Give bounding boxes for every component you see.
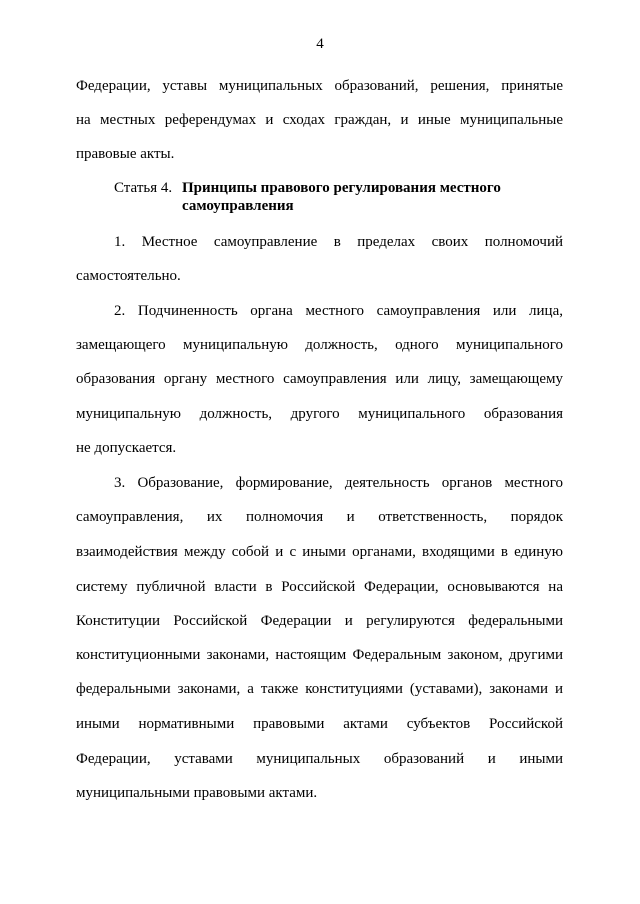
article-title bbox=[182, 179, 542, 215]
text-line: самостоятельно. bbox=[76, 268, 181, 284]
text-line: иными нормативными правовыми актами субъектов Российской bbox=[76, 716, 563, 732]
text-line: правовые акты. bbox=[76, 146, 175, 162]
text-line: Федерации, уставами муниципальных образований и иными bbox=[76, 751, 563, 767]
text-line: 3. Образование, формирование, деятельность органов местного bbox=[114, 475, 563, 491]
text-line: не допускается. bbox=[76, 440, 177, 456]
text-line: систему публичной власти в Российской Федерации, основываются на bbox=[76, 579, 563, 595]
article-title-line: самоуправления bbox=[182, 198, 294, 214]
text-line: 2. Подчиненность органа местного самоуправления или лица, bbox=[114, 303, 563, 319]
page-number: 4 bbox=[316, 36, 324, 52]
text-line: замещающего муниципальную должность, одного муниципального bbox=[76, 337, 563, 353]
text-line: взаимодействия между собой и с иными органами, входящими в единую bbox=[76, 544, 563, 560]
text-line: Федерации, уставы муниципальных образований, решения, принятые bbox=[76, 78, 563, 94]
article-label: Статья 4. bbox=[114, 180, 173, 196]
text-line: на местных референдумах и сходах граждан, и иные муниципальные bbox=[76, 112, 563, 128]
text-line: самоуправления, их полномочия и ответственность, порядок bbox=[76, 509, 563, 525]
text-line: муниципальными правовыми актами. bbox=[76, 785, 318, 801]
article-title-line: Принципы правового регулирования местного bbox=[182, 180, 501, 196]
text-line: федеральными законами, а также конституциями (уставами), законами и bbox=[76, 681, 563, 697]
text-line: конституционными законами, настоящим Федеральным законом, другими bbox=[76, 647, 563, 663]
text-line: 1. Местное самоуправление в пределах своих полномочий bbox=[114, 234, 563, 250]
text-line: образования органу местного самоуправления или лицу, замещающему bbox=[76, 371, 563, 387]
text-line: Конституции Российской Федерации и регулируются федеральными bbox=[76, 613, 563, 629]
text-line: муниципальную должность, другого муниципального образования bbox=[76, 406, 563, 422]
